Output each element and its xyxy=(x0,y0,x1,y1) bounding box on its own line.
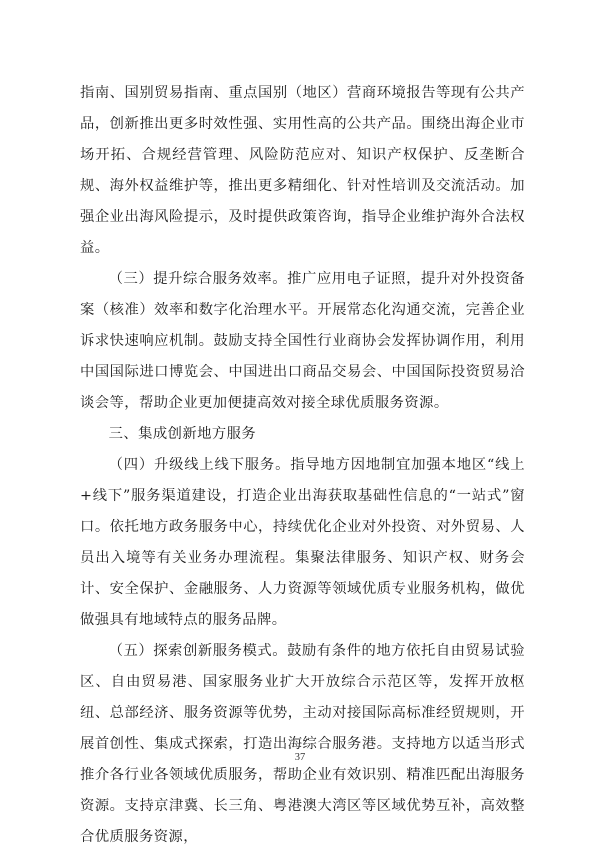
section-heading: 三、集成创新地方服务 xyxy=(108,426,257,442)
document-body xyxy=(80,78,525,853)
paragraph-continued: 指南、国别贸易指南、重点国别（地区）营商环境报告等现有公共产品，创新推出更多时效性强、实用性高的公共产品。围绕出海企业市场开拓、合规经营管理、风险防范应对、知识产权保护、反垄断合规、海外权益维护等，推出更多精细化、针对性培训及交流活动。加强企业出海风险提示，及时提供政策咨询，指导企业维护海外合法权益。 xyxy=(80,85,525,256)
page-number: 37 xyxy=(294,752,306,763)
paragraph-item-5: （五）探索创新服务模式。鼓励有条件的地方依托自由贸易试验区、自由贸易港、国家服务业扩大开放综合示范区等，发挥开放枢纽、总部经济、服务资源等优势，主动对接国际高标准经贸规则，开展首创性、集成式探索，打造出海综合服务港。支持地方以适当形式推介各行业各领域优质服务，帮助企业有效识别、精准匹配出海服务资源。支持京津冀、长三角、粤港澳大湾区等区域优势互补，高效整合优质服务资源， xyxy=(80,643,525,845)
paragraph-item-3: （三）提升综合服务效率。推广应用电子证照，提升对外投资备案（核准）效率和数字化治理水平。开展常态化沟通交流，完善企业诉求快速响应机制。鼓励支持全国性行业商协会发挥协调作用，利用中国国际进口博览会、中国进出口商品交易会、中国国际投资贸易洽谈会等，帮助企业更加便捷高效对接全球优质服务资源。 xyxy=(80,271,525,411)
paragraph-item-4: （四）升级线上线下服务。指导地方因地制宜加强本地区“线上+线下”服务渠道建设，打造企业出海获取基础性信息的“一站式”窗口。依托地方政务服务中心，持续优化企业对外投资、对外贸易、人员出入境等有关业务办理流程。集聚法律服务、知识产权、财务会计、安全保护、金融服务、人力资源等领域优质专业服务机构，做优做强具有地域特点的服务品牌。 xyxy=(80,457,525,628)
